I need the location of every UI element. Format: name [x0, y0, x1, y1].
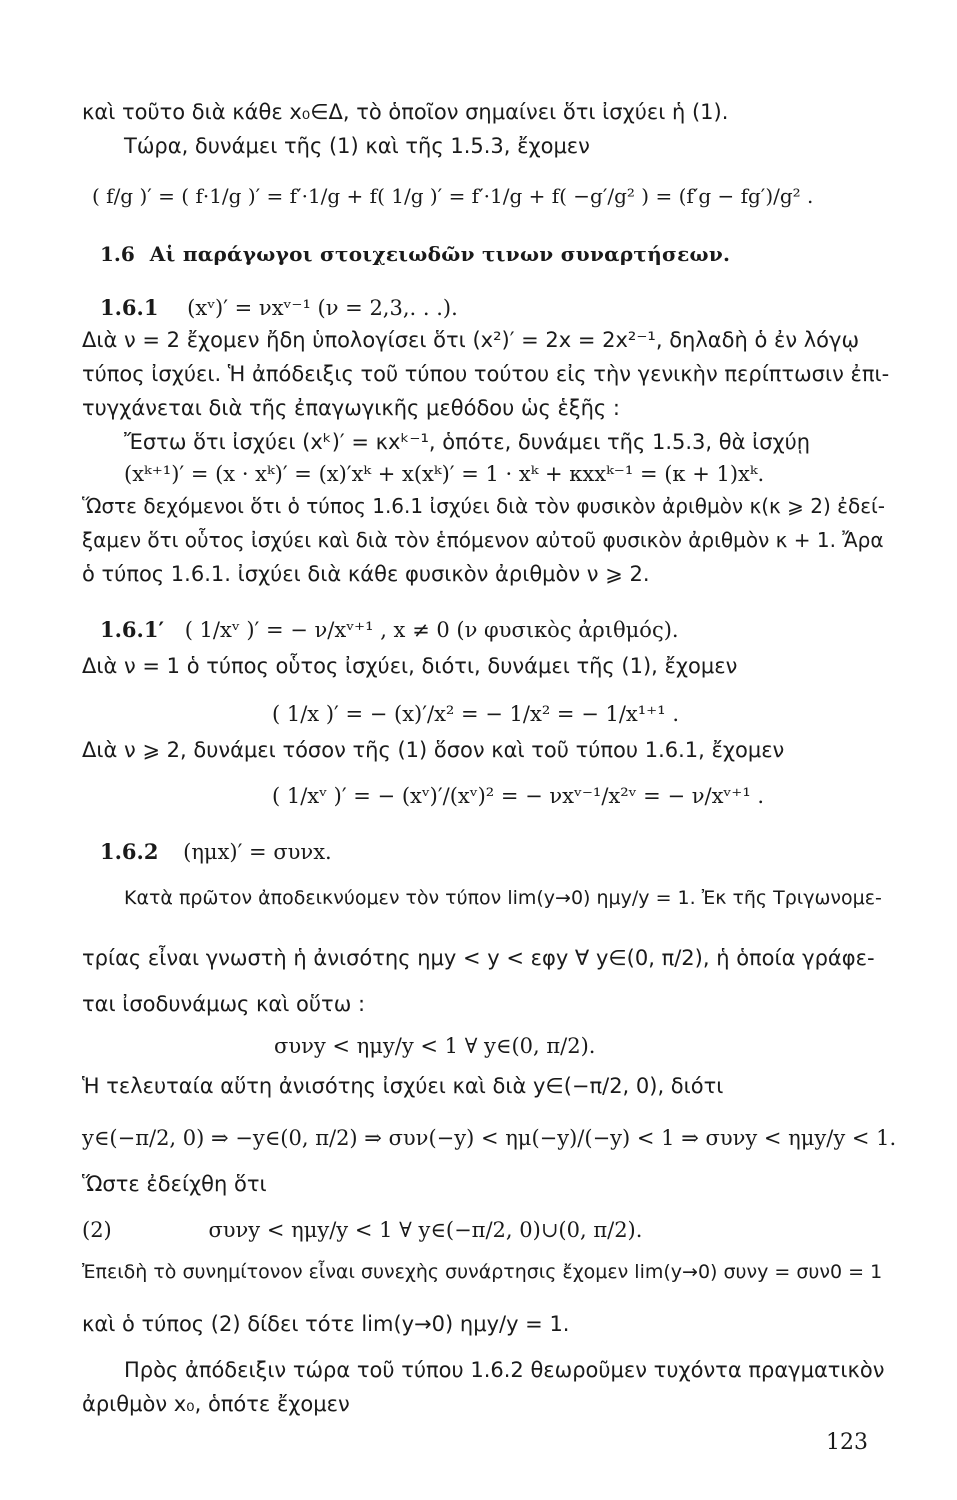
text-line: τυγχάνεται διὰ τῆς ἐπαγωγικῆς μεθόδου ὡς ἑξῆς :	[82, 396, 621, 420]
text-line: ἀριθμὸν x₀, ὁπότε ἔχομεν	[82, 1392, 350, 1416]
text-line: ξαμεν ὅτι οὗτος ἰσχύει καὶ διὰ τὸν ἑπόμενον αὐτοῦ φυσικὸν ἀριθμὸν κ + 1. Ἄρα	[82, 528, 884, 552]
formula-heading	[100, 294, 458, 322]
section-heading	[100, 240, 730, 268]
equation-labeled	[82, 1216, 642, 1244]
equation: ( 1/x )′ = − (x)′/x² = − 1/x² = − 1/x¹⁺¹ .	[272, 702, 680, 726]
section-title: Αἱ παράγωγοι στοιχειωδῶν τινων συναρτήσεων.	[149, 242, 731, 266]
text-line: Κατὰ πρῶτον ἀποδεικνύομεν τὸν τύπον lim(y→0) ημy/y = 1. Ἐκ τῆς Τριγωνομε-	[124, 887, 882, 909]
equation: συνy < ημy/y < 1 ∀ y∈(−π/2, 0)∪(0, π/2).	[208, 1218, 643, 1242]
formula-number: 1.6.1′	[100, 617, 164, 642]
text-line: Ἐπειδὴ τὸ συνημίτονον εἶναι συνεχὴς συνάρτησις ἔχομεν lim(y→0) συνy = συν0 = 1	[82, 1261, 883, 1283]
formula: (ημx)′ = συνx.	[183, 840, 332, 864]
text-line: καὶ ὁ τύπος (2) δίδει τότε lim(y→0) ημy/y = 1.	[82, 1312, 570, 1336]
text-line: Διὰ ν = 2 ἔχομεν ἤδη ὑπολογίσει ὅτι (x²)′ = 2x = 2x²⁻¹, δηλαδὴ ὁ ἐν λόγῳ	[82, 328, 860, 352]
text-line: τύπος ἰσχύει. Ἡ ἀπόδειξις τοῦ τύπου τούτου εἰς τὴν γενικὴν περίπτωσιν ἐπι-	[82, 362, 890, 386]
formula: (xᵛ)′ = νxᵛ⁻¹ (ν = 2,3,. . .).	[187, 296, 458, 320]
formula-number: 1.6.2	[100, 839, 159, 864]
equation-quotient-rule: ( f/g )′ = ( f·1/g )′ = f′·1/g + f( 1/g )′ = f′·1/g + f( −g′/g² ) = (f′g − fg′)/g² .	[92, 184, 814, 208]
section-number: 1.6	[100, 242, 135, 266]
text-line: Ἡ τελευταία αὕτη ἀνισότης ἰσχύει καὶ διὰ y∈(−π/2, 0), διότι	[82, 1074, 724, 1098]
equation-label: (2)	[82, 1218, 112, 1242]
text-line: Τώρα, δυνάμει τῆς (1) καὶ τῆς 1.5.3, ἔχομεν	[124, 134, 590, 158]
page-number: 123	[826, 1430, 868, 1455]
formula: ( 1/xᵛ )′ = − ν/xᵛ⁺¹ , x ≠ 0 (ν φυσικὸς ἀριθμός).	[184, 618, 679, 642]
formula-number: 1.6.1	[100, 295, 159, 320]
equation: y∈(−π/2, 0) ⇒ −y∈(0, π/2) ⇒ συν(−y) < ημ(−y)/(−y) < 1 ⇒ συνy < ημy/y < 1.	[82, 1126, 897, 1150]
text-line: τρίας εἶναι γνωστὴ ἡ ἀνισότης ημy < y < εφy ∀ y∈(0, π/2), ἡ ὁποία γράφε-	[82, 946, 875, 970]
equation: ( 1/xᵛ )′ = − (xᵛ)′/(xᵛ)² = − νxᵛ⁻¹/x²ᵛ = − ν/xᵛ⁺¹ .	[272, 784, 765, 808]
formula-heading	[100, 616, 679, 644]
equation-induction-step: (xᵏ⁺¹)′ = (x · xᵏ)′ = (x)′xᵏ + x(xᵏ)′ = 1 · xᵏ + κxxᵏ⁻¹ = (κ + 1)xᵏ.	[124, 462, 765, 486]
text-line: Διὰ ν = 1 ὁ τύπος οὗτος ἰσχύει, διότι, δυνάμει τῆς (1), ἔχομεν	[82, 654, 738, 678]
equation: συνy < ημy/y < 1 ∀ y∈(0, π/2).	[274, 1034, 596, 1058]
text-line: Ἔστω ὅτι ἰσχύει (xᵏ)′ = κxᵏ⁻¹, ὁπότε, δυνάμει τῆς 1.5.3, θὰ ἰσχύῃ	[124, 430, 811, 454]
text-line: Διὰ ν ⩾ 2, δυνάμει τόσον τῆς (1) ὅσον καὶ τοῦ τύπου 1.6.1, ἔχομεν	[82, 738, 785, 762]
formula-heading	[100, 838, 332, 866]
text-line: Ὥστε ἐδείχθη ὅτι	[82, 1172, 267, 1196]
text-line: Ὥστε δεχόμενοι ὅτι ὁ τύπος 1.6.1 ἰσχύει διὰ τὸν φυσικὸν ἀριθμὸν κ(κ ⩾ 2) ἐδεί-	[82, 494, 886, 518]
text-line: ται ἰσοδυνάμως καὶ οὕτω :	[82, 992, 366, 1016]
text-line: ὁ τύπος 1.6.1. ἰσχύει διὰ κάθε φυσικὸν ἀριθμὸν ν ⩾ 2.	[82, 562, 650, 586]
text-line: Πρὸς ἀπόδειξιν τώρα τοῦ τύπου 1.6.2 θεωροῦμεν τυχόντα πραγματικὸν	[124, 1358, 885, 1382]
text-line: καὶ τοῦτο διὰ κάθε x₀∈Δ, τὸ ὁποῖον σημαίνει ὅτι ἰσχύει ἡ (1).	[82, 100, 729, 124]
